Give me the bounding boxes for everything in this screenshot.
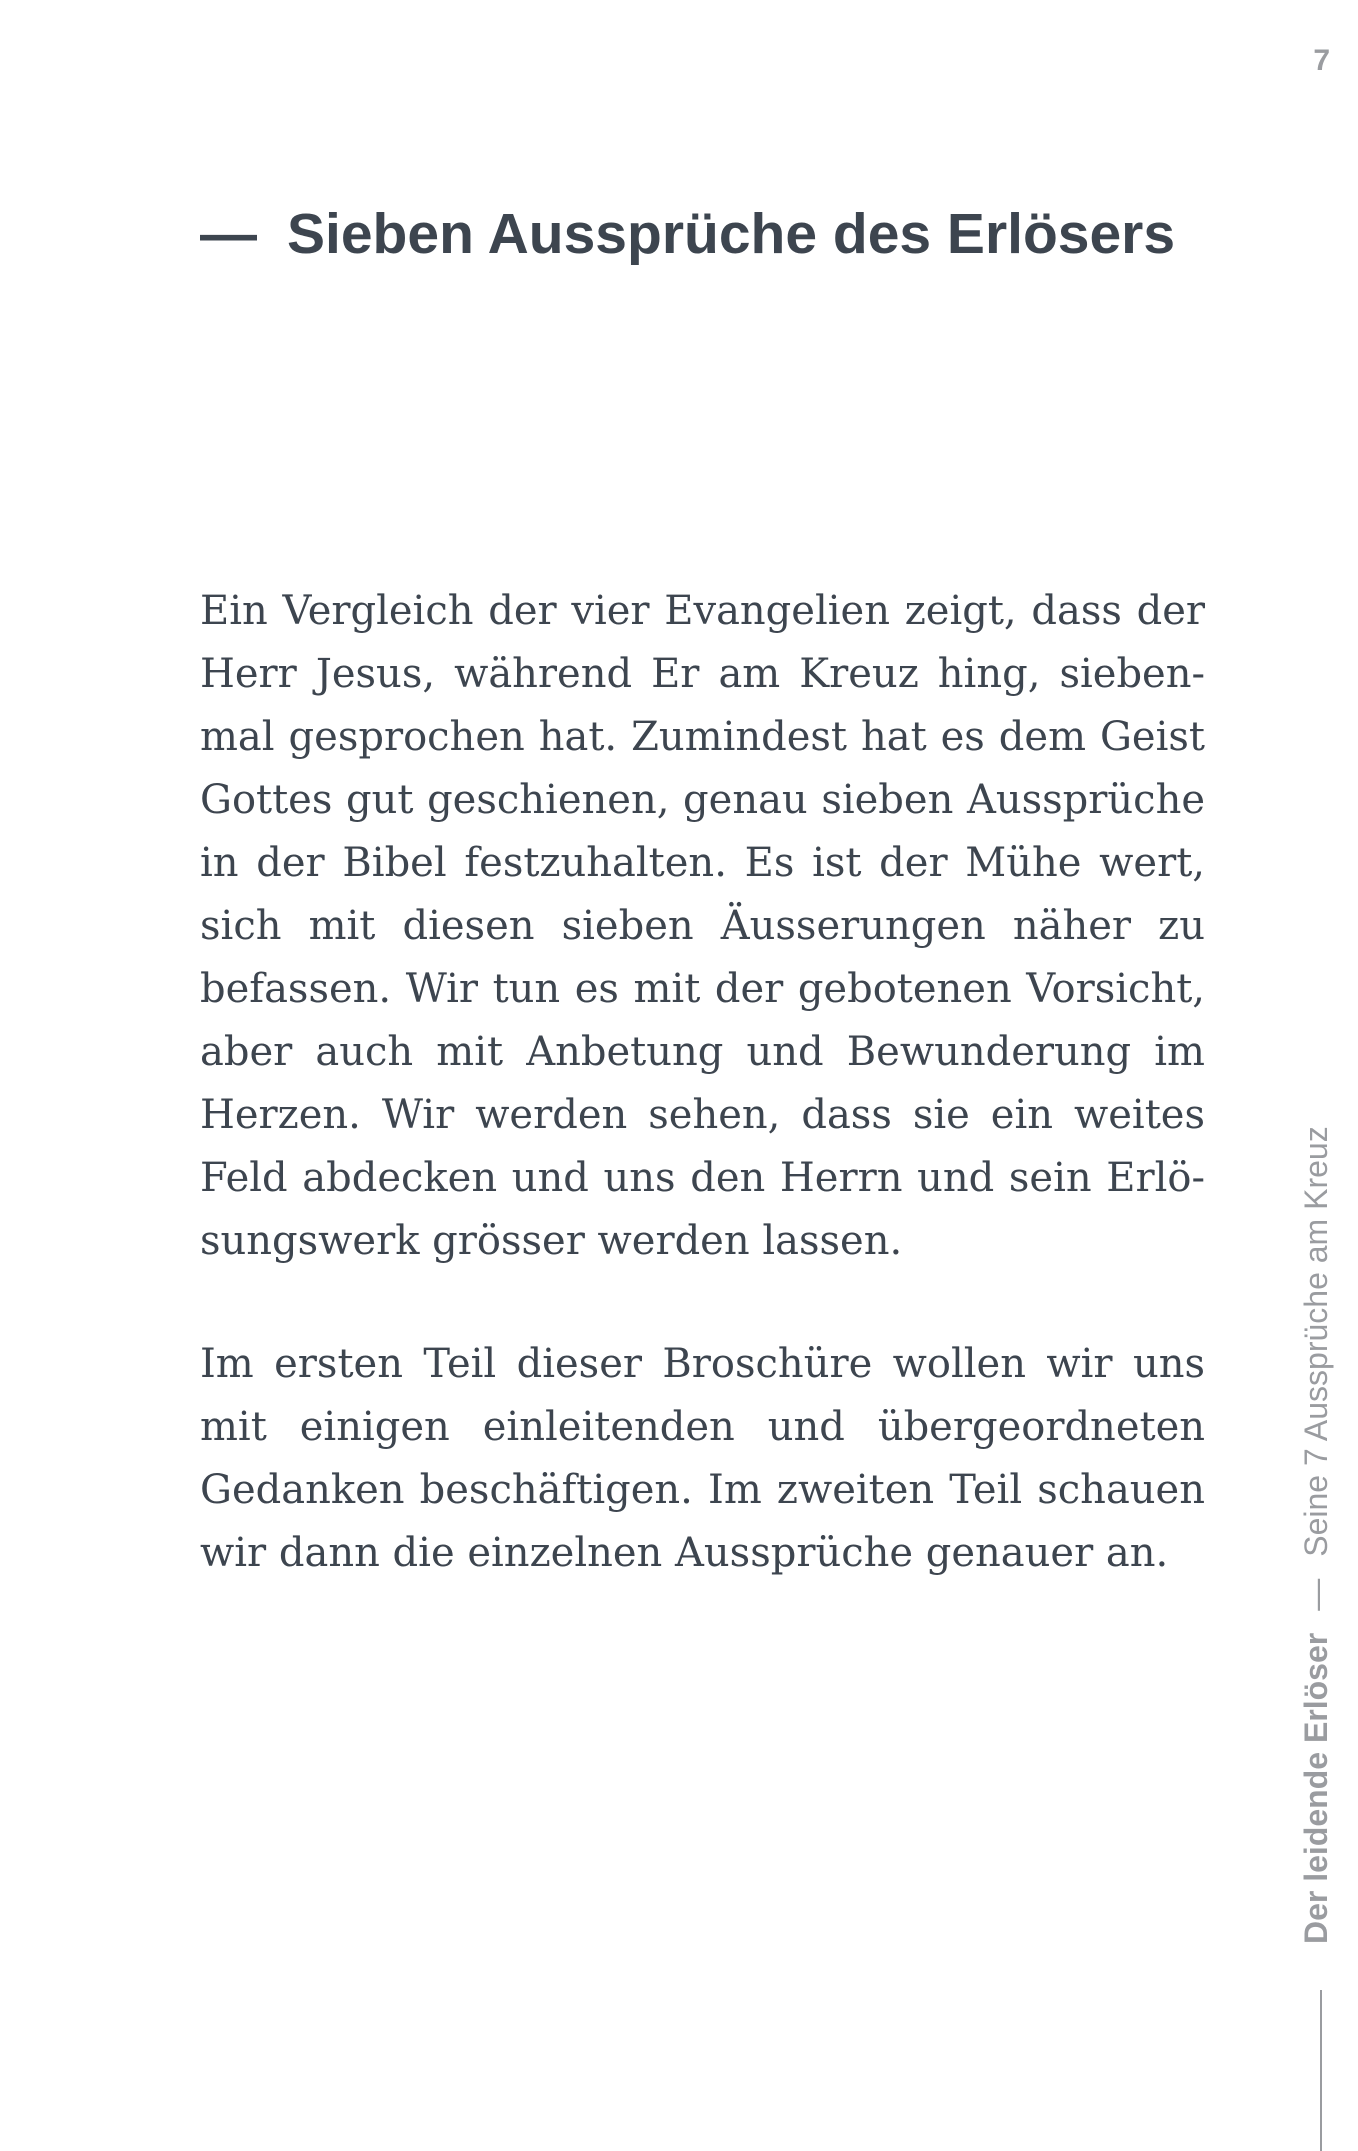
running-header <box>1296 1126 1336 1944</box>
body-text <box>200 580 1205 1585</box>
heading-title: Sieben Aussprüche des Erlösers <box>287 202 1176 266</box>
running-header-book-title: Der leidende Erlöser <box>1298 1632 1334 1944</box>
running-header-separator: — <box>1298 1578 1334 1611</box>
running-header-subtitle: Seine 7 Aussprüche am Kreuz <box>1298 1126 1334 1557</box>
heading-dash: — <box>200 202 257 266</box>
paragraph-1: Ein Vergleich der vier Evangelien zeigt, dass der Herr Jesus, während Er am Kreuz hing, siebenmal gesprochen hat. Zumindest hat es dem Geist Gottes gut geschienen, genau sieben Aussprüche in der Bibel festzuhalten. Es ist der Mühe wert, sich mit diesen sieben Äusserungen näher zu befassen. Wir tun es mit der gebotenen Vorsicht, aber auch mit Anbetung und Bewunderung im Herzen. Wir werden sehen, dass sie ein weites Feld abdecken und uns den Herrn und sein Erlösungswerk grösser werden lassen. <box>200 588 1205 1264</box>
chapter-heading <box>200 196 1175 272</box>
running-header-rule <box>1320 1990 1322 2151</box>
page-number: 7 <box>1313 44 1330 77</box>
paragraph-2: Im ersten Teil dieser Broschüre wollen wir uns mit einigen einleitenden und übergeordneten Gedanken beschäftigen. Im zweiten Teil schauen wir dann die einzelnen Aussprüche genauer an. <box>200 1341 1205 1576</box>
